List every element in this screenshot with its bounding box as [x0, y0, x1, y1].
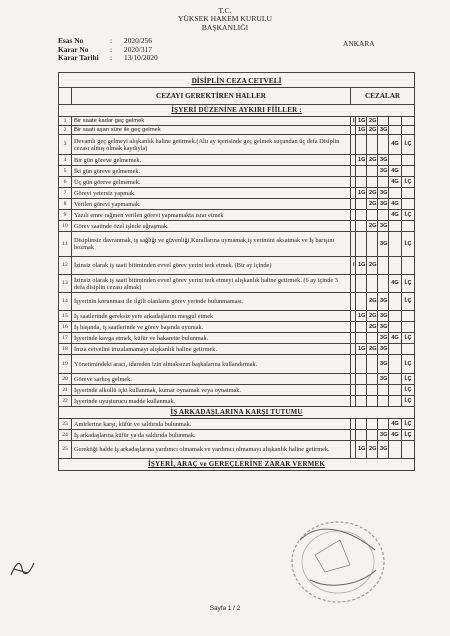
penalty-cell-2g: 2G — [367, 221, 378, 232]
penalty-cell-4g — [389, 322, 402, 333]
penalty-cell-ic: İ.Ç — [402, 333, 415, 344]
penalty-cell-2g: 2G — [367, 257, 378, 275]
penalty-cell-4g — [389, 155, 402, 166]
row-number: 15 — [59, 311, 72, 322]
penalty-cell-2g — [367, 430, 378, 441]
penalty-cell-3g — [378, 275, 389, 293]
row-number: 24 — [59, 430, 72, 441]
meta-value: 2020/256 — [124, 36, 152, 45]
penalty-cell-2g — [367, 210, 378, 221]
penalty-cell-ic — [402, 311, 415, 322]
table-row — [59, 293, 415, 311]
institution-name: YÜKSEK HAKEM KURULU — [177, 14, 273, 23]
penalty-cell-4g — [389, 355, 402, 374]
section-heading: İŞ ARKADAŞLARINA KARŞI TUTUMU — [170, 408, 303, 416]
penalty-cell-2g: 2G — [367, 117, 378, 126]
offense-text: Disiplinsiz davranmak, iş sağlığı ve güvenliği,Kurallarına uymamak,iş verimini aksatmak ve İş barışını bozmak — [72, 232, 351, 257]
penalty-cell-1g — [356, 333, 367, 344]
penalty-cell-1g: 1G — [356, 126, 367, 135]
row-number: 22 — [59, 396, 72, 407]
penalty-cell-4g — [389, 441, 402, 459]
table-row — [59, 344, 415, 355]
penalty-cell-ic: İ.Ç — [402, 374, 415, 385]
penalty-cell-3g: 3G — [378, 374, 389, 385]
offense-text: İş başında, iş saatlerinde ve görev başında uyumak. — [72, 322, 351, 333]
table-row — [59, 135, 415, 155]
penalty-cell-2g — [367, 419, 378, 430]
penalty-cell-4g — [389, 126, 402, 135]
table-row — [59, 210, 415, 221]
section-heading-row — [59, 459, 415, 471]
penalty-cell-3g: 3G — [378, 441, 389, 459]
row-number: 19 — [59, 355, 72, 374]
row-number: 2 — [59, 126, 72, 135]
row-number: 7 — [59, 188, 72, 199]
offense-text: İzinsiz olarak iş saati bitiminden evvel görev yerini terk etmek. (Bir ay içinde) — [72, 257, 351, 275]
penalty-cell-4g — [389, 293, 402, 311]
row-number: 5 — [59, 166, 72, 177]
penalty-cell-ic — [402, 221, 415, 232]
row-number: 18 — [59, 344, 72, 355]
table-row — [59, 177, 415, 188]
penalty-cell-1g — [356, 430, 367, 441]
penalty-cell-1g — [356, 396, 367, 407]
penalty-cell-1g — [356, 275, 367, 293]
penalty-cell-2g: 2G — [367, 441, 378, 459]
penalty-cell-1g: 1G — [356, 344, 367, 355]
table-row — [59, 311, 415, 322]
table-row — [59, 275, 415, 293]
row-number: 14 — [59, 293, 72, 311]
penalty-cell-1g: 1G — [356, 155, 367, 166]
penalty-cell-4g — [389, 221, 402, 232]
table-row — [59, 419, 415, 430]
penalty-cell-3g — [378, 177, 389, 188]
city-label: ANKARA — [343, 39, 375, 48]
table-row — [59, 355, 415, 374]
row-number: 17 — [59, 333, 72, 344]
penalty-cell-3g: 3G — [378, 188, 389, 199]
penalty-cell-ic: İ.Ç — [402, 430, 415, 441]
department-name: BAŞKANLIĞI — [201, 23, 249, 32]
penalty-cell-ic: İ.Ç — [402, 293, 415, 311]
row-number: 3 — [59, 135, 72, 155]
col-header-penalties: CEZALAR — [351, 88, 415, 105]
penalty-cell-4g: 4G — [389, 199, 402, 210]
penalty-cell-ic: İ.Ç — [402, 419, 415, 430]
penalty-cell-ic — [402, 155, 415, 166]
row-number: 16 — [59, 322, 72, 333]
row-number: 13 — [59, 275, 72, 293]
table-row — [59, 385, 415, 396]
official-stamp-icon — [280, 510, 390, 610]
penalty-cell-2g: 2G — [367, 199, 378, 210]
penalty-cell-1g — [356, 355, 367, 374]
offense-text: Göreve sarhoş gelmek. — [72, 374, 351, 385]
row-number: 6 — [59, 177, 72, 188]
penalty-cell-i: I — [351, 257, 356, 275]
penalty-cell-ic: İ.Ç — [402, 177, 415, 188]
offense-text: İşyerinin korunması ile ilgili olanların görev yerinde bulunmaması. — [72, 293, 351, 311]
offense-text: Bir saate kadar geç gelmek — [72, 117, 351, 126]
penalty-cell-4g: 4G — [389, 210, 402, 221]
row-number: 9 — [59, 210, 72, 221]
penalty-cell-2g: 2G — [367, 322, 378, 333]
offense-text: Yazılı emre rağmen verilen görevi yapmamakta ısrar etmek — [72, 210, 351, 221]
penalty-cell-3g: 3G — [378, 232, 389, 257]
penalty-cell-2g: 2G — [367, 344, 378, 355]
table-row — [59, 199, 415, 210]
penalty-cell-ic — [402, 199, 415, 210]
penalty-cell-1g: 1G — [356, 117, 367, 126]
table-row — [59, 126, 415, 135]
penalty-cell-ic: İ.Ç — [402, 135, 415, 155]
penalty-cell-1g — [356, 232, 367, 257]
penalty-cell-1g: 1G — [356, 257, 367, 275]
penalty-cell-ic — [402, 257, 415, 275]
penalty-cell-1g: 1G — [356, 311, 367, 322]
meta-label: Karar Tarihi — [58, 53, 99, 63]
row-number: 21 — [59, 385, 72, 396]
offense-text: İş arkadaşlarına küfür ya da saldırıda bulunmak. — [72, 430, 351, 441]
penalty-cell-3g — [378, 419, 389, 430]
penalty-cell-4g: 4G — [389, 430, 402, 441]
penalty-cell-2g — [367, 355, 378, 374]
penalty-cell-1g — [356, 374, 367, 385]
offense-text: Yönetimindeki aracı, idareden izin almaksızın başkalarına kullandırmak. — [72, 355, 351, 374]
offense-text: Görev saatinde özel işlerle uğraşmak. — [72, 221, 351, 232]
penalty-cell-3g — [378, 135, 389, 155]
penalty-cell-3g: 3G — [378, 199, 389, 210]
penalty-cell-4g: 4G — [389, 135, 402, 155]
penalty-cell-2g: 2G — [367, 311, 378, 322]
table-row — [59, 188, 415, 199]
penalty-cell-3g: 3G — [378, 221, 389, 232]
penalty-cell-2g — [367, 232, 378, 257]
table-row — [59, 257, 415, 275]
penalty-cell-2g — [367, 374, 378, 385]
offense-text: İşyerinde uyuşturucu madde kullanmak. — [72, 396, 351, 407]
penalty-cell-4g — [389, 396, 402, 407]
row-number: 4 — [59, 155, 72, 166]
meta-row-esas: Esas No : 2020/256 — [58, 36, 152, 45]
case-meta — [58, 37, 158, 63]
offense-text: Amirlerine karşı, küfür ve saldırıda bulunmak. — [72, 419, 351, 430]
penalty-cell-1g — [356, 419, 367, 430]
penalty-cell-4g — [389, 385, 402, 396]
penalty-cell-2g — [367, 166, 378, 177]
penalty-cell-4g — [389, 311, 402, 322]
meta-value: 13/10/2020 — [124, 53, 158, 63]
penalty-cell-3g: 3G — [378, 126, 389, 135]
table-row — [59, 441, 415, 459]
offense-text: İşyerinde kavga etmek, küfür ve hakarette bulunmak. — [72, 333, 351, 344]
penalty-cell-ic — [402, 322, 415, 333]
penalty-cell-1g: 1G — [356, 188, 367, 199]
penalty-cell-1g — [356, 177, 367, 188]
row-number: 20 — [59, 374, 72, 385]
penalty-cell-1g — [356, 293, 367, 311]
penalty-cell-ic — [402, 188, 415, 199]
meta-row-karar: Karar No : 2020/317 — [58, 44, 152, 54]
row-number: 1 — [59, 117, 72, 126]
penalty-cell-ic — [402, 441, 415, 459]
penalty-cell-4g — [389, 374, 402, 385]
penalty-cell-3g: 3G — [378, 311, 389, 322]
penalty-cell-1g — [356, 210, 367, 221]
penalty-cell-3g — [378, 117, 389, 126]
offense-text: İşyerinde alkollü içki kullanmak, kumar oynamak veya oynatmak. — [72, 385, 351, 396]
meta-label: Karar No — [58, 44, 89, 54]
offense-text: İmza cetvelini imzalamamayı alışkanlık haline getirmek. — [72, 344, 351, 355]
penalty-cell-2g — [367, 275, 378, 293]
section-heading: İŞYERİ DÜZENİNE AYKIRI FİİLLER : — [171, 106, 302, 114]
offense-text: İzinsiz olarak iş saati bitiminden evvel görev yerini terk etmeyi alışkanlık haline getirmek. (6 ay içinde 3 defa disiplin cezası almak) — [72, 275, 351, 293]
penalty-cell-4g: 4G — [389, 333, 402, 344]
discipline-penalty-table — [58, 72, 415, 471]
table-row — [59, 374, 415, 385]
penalty-cell-1g — [356, 166, 367, 177]
offense-text: İş saatlerinde gereksiz yere arkadaşlarını meşgul etmek — [72, 311, 351, 322]
penalty-cell-ic: İ.Ç — [402, 275, 415, 293]
penalty-cell-3g — [378, 257, 389, 275]
table-row — [59, 155, 415, 166]
penalty-cell-2g — [367, 333, 378, 344]
penalty-cell-1g — [356, 135, 367, 155]
penalty-cell-ic: İ.Ç — [402, 210, 415, 221]
table-title: DİSİPLİN CEZA CETVELİ — [191, 75, 282, 85]
col-header-acts: CEZAYI GEREKTİREN HALLER — [72, 88, 351, 105]
penalty-cell-ic: İ.Ç — [402, 355, 415, 374]
penalty-cell-4g — [389, 257, 402, 275]
country-label: T.C. — [218, 6, 232, 15]
table-row — [59, 333, 415, 344]
offense-text: Verilen görevi yapmamak. — [72, 199, 351, 210]
penalty-cell-4g: 4G — [389, 275, 402, 293]
offense-text: İki gün göreve gelmemek. — [72, 166, 351, 177]
penalty-cell-4g — [389, 188, 402, 199]
penalty-cell-ic — [402, 166, 415, 177]
penalty-cell-3g: 3G — [378, 166, 389, 177]
penalty-cell-4g: 4G — [389, 177, 402, 188]
penalty-cell-4g — [389, 344, 402, 355]
offense-text: Bir gün göreve gelmemek. — [72, 155, 351, 166]
penalty-cell-3g — [378, 396, 389, 407]
penalty-cell-2g: 2G — [367, 126, 378, 135]
row-number: 8 — [59, 199, 72, 210]
table-row — [59, 221, 415, 232]
section-heading-row — [59, 407, 415, 419]
penalty-cell-1g: 1G — [356, 441, 367, 459]
table-row — [59, 232, 415, 257]
penalty-cell-3g: 3G — [378, 344, 389, 355]
penalty-cell-ic: İ.Ç — [402, 232, 415, 257]
offense-text: Bir saati aşan süre ile geç gelmek — [72, 126, 351, 135]
row-number: 12 — [59, 257, 72, 275]
penalty-cell-ic — [402, 126, 415, 135]
penalty-cell-i: I — [351, 117, 356, 126]
penalty-cell-ic: İ.Ç — [402, 385, 415, 396]
table-row — [59, 117, 415, 126]
table-title-row — [59, 73, 415, 88]
meta-row-tarih: Karar Tarihi : 13/10/2020 — [58, 53, 158, 63]
meta-label: Esas No — [58, 36, 84, 45]
row-number: 11 — [59, 232, 72, 257]
penalty-cell-2g: 2G — [367, 155, 378, 166]
section-heading-row — [59, 105, 415, 117]
penalty-cell-3g: 3G — [378, 322, 389, 333]
meta-value: 2020/317 — [124, 44, 152, 54]
penalty-cell-2g — [367, 385, 378, 396]
penalty-cell-ic — [402, 344, 415, 355]
offense-text: Üç gün göreve gelmemek. — [72, 177, 351, 188]
penalty-cell-3g: 3G — [378, 430, 389, 441]
offense-text: Devamlı geç gelmeyi alışkanlık haline getirmek.(Altı ay içerisinde geç gelmek suçundan üç defa Disiplin cezası almış olmak kaydıyla) — [72, 135, 351, 155]
column-header-row — [59, 88, 415, 105]
penalty-cell-3g: 3G — [378, 333, 389, 344]
penalty-cell-4g — [389, 117, 402, 126]
row-number: 23 — [59, 419, 72, 430]
section-heading: İŞYERİ, ARAÇ ve GEREÇLERİNE ZARAR VERMEK — [148, 460, 326, 468]
penalty-cell-3g — [378, 385, 389, 396]
page-number: Sayfa 1 / 2 — [209, 605, 241, 612]
penalty-cell-3g: 3G — [378, 293, 389, 311]
table-row — [59, 396, 415, 407]
penalty-cell-3g — [378, 210, 389, 221]
penalty-cell-3g: 3G — [378, 355, 389, 374]
penalty-cell-1g — [356, 199, 367, 210]
penalty-cell-2g — [367, 396, 378, 407]
table-row — [59, 322, 415, 333]
penalty-cell-1g — [356, 221, 367, 232]
penalty-cell-4g — [389, 232, 402, 257]
penalty-cell-2g: 2G — [367, 188, 378, 199]
penalty-cell-1g — [356, 322, 367, 333]
table-row — [59, 430, 415, 441]
penalty-cell-2g — [367, 135, 378, 155]
penalty-cell-2g: 2G — [367, 293, 378, 311]
penalty-cell-2g — [367, 177, 378, 188]
penalty-cell-4g: 4G — [389, 419, 402, 430]
table-row — [59, 166, 415, 177]
offense-text: Görevi yetersiz yapmak. — [72, 188, 351, 199]
row-number: 25 — [59, 441, 72, 459]
penalty-cell-3g: 3G — [378, 155, 389, 166]
penalty-cell-ic — [402, 117, 415, 126]
penalty-cell-4g: 4G — [389, 166, 402, 177]
handwritten-initial-icon — [8, 555, 38, 581]
penalty-cell-1g — [356, 385, 367, 396]
offense-text: Gerektiği halde iş arkadaşlarına yardımcı olmamak ve yardımcı olmamayı alışkanlık haline getirmek. — [72, 441, 351, 459]
row-number: 10 — [59, 221, 72, 232]
penalty-cell-ic: İ.Ç — [402, 396, 415, 407]
